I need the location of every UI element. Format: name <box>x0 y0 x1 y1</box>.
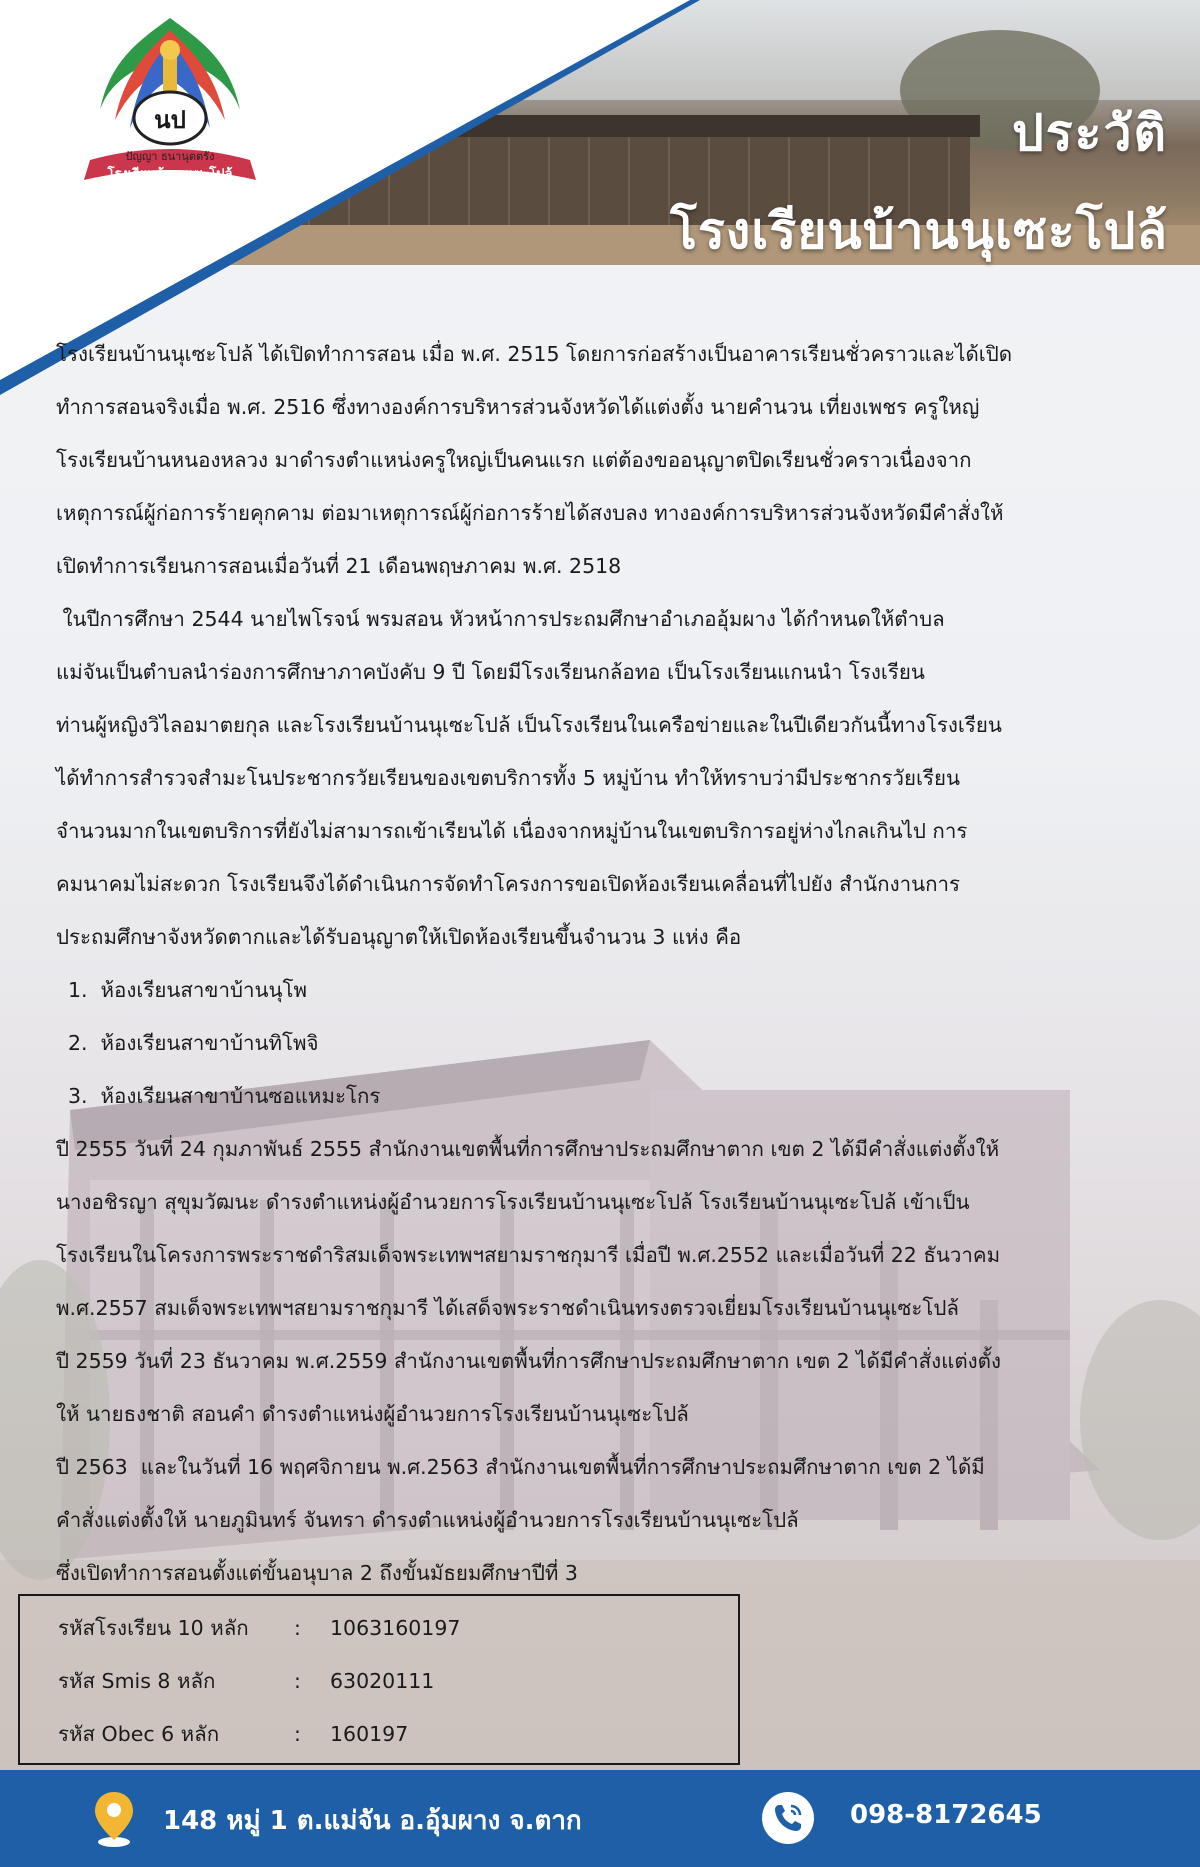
text-line: คำสั่งแต่งตั้งให้ นายภูมินทร์ จันทรา ดำรงตำแหน่งผู้อำนวยการโรงเรียนบ้านนุเซะโปล้ <box>56 1508 799 1532</box>
text-line: ประถมศึกษาจังหวัดตากและได้รับอนุญาตให้เปิดห้องเรียนขึ้นจำนวน 3 แห่ง คือ <box>56 925 742 949</box>
history-paragraph-1 <box>56 328 1146 593</box>
code-row-school <box>58 1612 460 1645</box>
code-label: รหัส Smis 8 หลัก <box>58 1669 216 1693</box>
school-logo <box>70 10 270 220</box>
text-line: ทำการสอนจริงเมื่อ พ.ศ. 2516 ซึ่งทางองค์การบริหารส่วนจังหวัดได้แต่งตั้ง นายคำนวน เที่ยงเพชร ครูใหญ่ <box>56 395 980 419</box>
school-codes-box <box>18 1594 740 1765</box>
list-number: 2. <box>68 1031 88 1055</box>
list-item <box>56 1070 1146 1123</box>
history-paragraph-3 <box>56 1123 1146 1600</box>
code-row-smis <box>58 1665 434 1698</box>
phone-icon[interactable] <box>760 1790 816 1846</box>
page-title-line-1: ประวัติ <box>1012 103 1168 162</box>
text-line: พ.ศ.2557 สมเด็จพระเทพฯสยามราชกุมารี ได้เสด็จพระราชดำเนินทรงตรวจเยี่ยมโรงเรียนบ้านนุเซะโปล้ <box>56 1296 959 1320</box>
text-line: โรงเรียนบ้านหนองหลวง มาดำรงตำแหน่งครูใหญ่เป็นคนแรก แต่ต้องขออนุญาตปิดเรียนชั่วคราวเนื่องจาก <box>56 448 972 472</box>
address-text: 148 หมู่ 1 ต.แม่จัน อ.อุ้มผาง จ.ตาก <box>163 1806 582 1836</box>
svg-text:โรงเรียนบ้านนุเซะโปล้: โรงเรียนบ้านนุเซะโปล้ <box>107 167 233 182</box>
code-value: 160197 <box>330 1722 409 1746</box>
text-line: นางอชิรญา สุขุมวัฒนะ ดำรงตำแหน่งผู้อำนวยการโรงเรียนบ้านนุเซะโปล้ โรงเรียนบ้านนุเซะโปล้ เข้าเป็น <box>56 1190 970 1214</box>
list-item <box>56 964 1146 1017</box>
text-line: คมนาคมไม่สะดวก โรงเรียนจึงได้ดำเนินการจัดทำโครงการขอเปิดห้องเรียนเคลื่อนที่ไปยัง สำนักงานการ <box>56 872 961 896</box>
list-item-text: ห้องเรียนสาขาบ้านทิโพจิ <box>100 1031 319 1055</box>
history-paragraph-2 <box>56 593 1146 964</box>
text-line: ปี 2559 วันที่ 23 ธันวาคม พ.ศ.2559 สำนักงานเขตพื้นที่การศึกษาประถมศึกษาตาก เขต 2 ได้มีคำสั่งแต่งตั้ง <box>56 1349 1001 1373</box>
svg-text:นป: นป <box>154 106 186 134</box>
list-number: 1. <box>68 978 88 1002</box>
text-line: ได้ทำการสำรวจสำมะโนประชากรวัยเรียนของเขตบริการทั้ง 5 หมู่บ้าน ทำให้ทราบว่ามีประชากรวัยเรียน <box>56 766 961 790</box>
text-line: ท่านผู้หญิงวิไลอมาตยกุล และโรงเรียนบ้านนุเซะโปล้ เป็นโรงเรียนในเครือข่ายและในปีเดียวกันนี้ทางโรงเรียน <box>56 713 1002 737</box>
text-line: ให้ นายธงชาติ สอนคำ ดำรงตำแหน่งผู้อำนวยการโรงเรียนบ้านนุเซะโปล้ <box>56 1402 689 1426</box>
code-label: รหัสโรงเรียน 10 หลัก <box>58 1616 249 1640</box>
history-content <box>56 328 1146 1600</box>
code-value: 1063160197 <box>330 1616 461 1640</box>
list-item <box>56 1017 1146 1070</box>
text-line: โรงเรียนในโครงการพระราชดำริสมเด็จพระเทพฯสยามราชกุมารี เมื่อปี พ.ศ.2552 และเมื่อวันที่ 22 ธันวาคม <box>56 1243 1001 1267</box>
text-line: ซึ่งเปิดทำการสอนตั้งแต่ขั้นอนุบาล 2 ถึงขั้นมัธยมศึกษาปีที่ 3 <box>56 1561 578 1585</box>
list-number: 3. <box>68 1084 88 1108</box>
code-label: รหัส Obec 6 หลัก <box>58 1722 220 1746</box>
text-line: จำนวนมากในเขตบริการที่ยังไม่สามารถเข้าเรียนได้ เนื่องจากหมู่บ้านในเขตบริการอยู่ห่างไกลเกินไป การ <box>56 819 968 843</box>
list-item-text: ห้องเรียนสาขาบ้านนุโพ <box>100 978 308 1002</box>
code-colon: : <box>294 1669 301 1693</box>
text-line: เหตุการณ์ผู้ก่อการร้ายคุกคาม ต่อมาเหตุการณ์ผู้ก่อการร้ายได้สงบลง ทางองค์การบริหารส่วนจังหวัดมีคำสั่งให้ <box>56 501 1004 525</box>
text-line: โรงเรียนบ้านนุเซะโปล้ ได้เปิดทำการสอน เมื่อ พ.ศ. 2515 โดยการก่อสร้างเป็นอาคารเรียนชั่วคราวและได้เปิด <box>56 342 1013 366</box>
text-line: ปี 2563 และในวันที่ 16 พฤศจิกายน พ.ศ.2563 สำนักงานเขตพื้นที่การศึกษาประถมศึกษาตาก เขต 2 ได้มี <box>56 1455 985 1479</box>
text-line: แม่จันเป็นตำบลนำร่องการศึกษาภาคบังคับ 9 ปี โดยมีโรงเรียนกล้อทอ เป็นโรงเรียนแกนนำ โรงเรียน <box>56 660 925 684</box>
code-colon: : <box>294 1616 301 1640</box>
contact-footer <box>0 1770 1200 1867</box>
text-line: ปี 2555 วันที่ 24 กุมภาพันธ์ 2555 สำนักงานเขตพื้นที่การศึกษาประถมศึกษาตาก เขต 2 ได้มีคำสั่งแต่งตั้งให้ <box>56 1137 1000 1161</box>
text-line: เปิดทำการเรียนการสอนเมื่อวันที่ 21 เดือนพฤษภาคม พ.ศ. 2518 <box>56 554 622 578</box>
list-item-text: ห้องเรียนสาขาบ้านซอแหมะโกร <box>100 1084 381 1108</box>
code-colon: : <box>294 1722 301 1746</box>
phone-number[interactable]: 098-8172645 <box>850 1800 1042 1830</box>
location-pin-icon <box>92 1790 136 1848</box>
branch-classroom-list <box>56 964 1146 1123</box>
code-value: 63020111 <box>330 1669 435 1693</box>
svg-text:ปัญญา ธนานุตตรัง: ปัญญา ธนานุตตรัง <box>125 150 215 163</box>
page-title-line-2: โรงเรียนบ้านนุเซะโปล้ <box>670 201 1168 260</box>
code-row-obec <box>58 1718 408 1751</box>
text-line: ในปีการศึกษา 2544 นายไพโรจน์ พรมสอน หัวหน้าการประถมศึกษาอำเภออุ้มผาง ได้กำหนดให้ตำบล <box>56 607 945 631</box>
